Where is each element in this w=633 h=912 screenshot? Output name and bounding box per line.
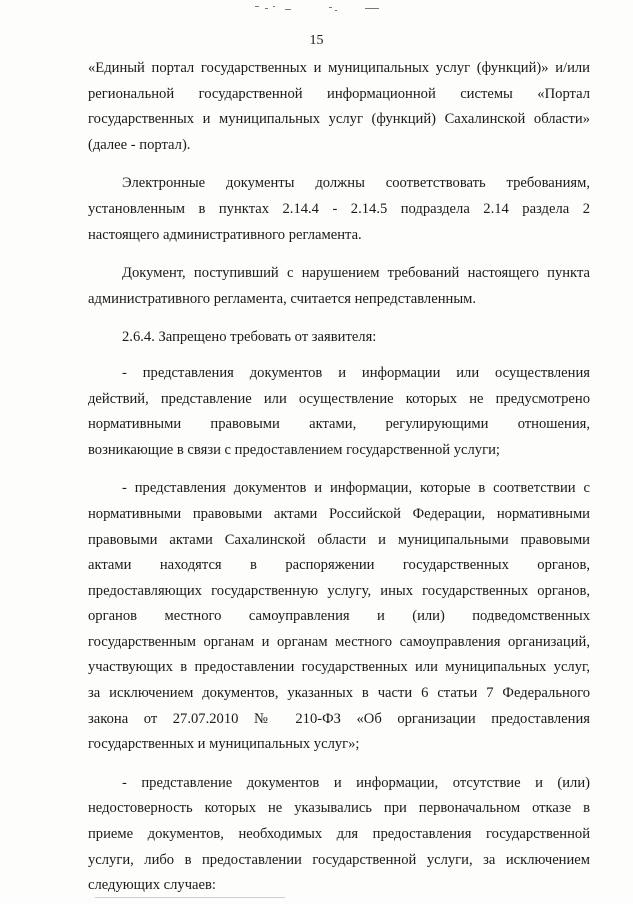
text-line: недостоверность которых не указывались при первоначальном отказе в [88,800,590,817]
text-line: административного регламента, считается непредставленным. [88,290,477,307]
paragraph-electronic-documents [88,171,590,248]
text-line: государственным органам и органам местного самоуправления организаций, [88,633,590,650]
paragraph-portal [88,56,590,158]
text-line: Электронные документы должны соответствовать требованиям, [122,175,590,192]
text-line: нормативными правовыми актами, регулирующими отношения, [88,416,590,433]
text-line: действий, представление или осуществление которых не предусмотрено [88,390,590,407]
text-line: «Единый портал государственных и муниципальных услуг (функций)» и/или [88,60,590,76]
text-line: приеме документов, необходимых для предоставления государственной [88,826,590,843]
paragraph-prohibition-3 [88,771,590,899]
text-line: - представления документов и информации, которые в соответствии с [122,480,590,497]
text-line: установленным в пунктах 2.14.4 - 2.14.5 подраздела 2.14 раздела 2 [88,200,590,217]
text-line: за исключением документов, указанных в части 6 статьи 7 Федерального [88,685,590,702]
text-line: правовыми актами Сахалинской области и муниципальными правовыми [88,531,590,548]
paragraph-prohibition-2 [88,476,590,758]
text-line: закона от 27.07.2010 № 210-ФЗ «Об организации предоставления [88,710,590,727]
paragraph-document-violation [88,261,590,312]
text-line: нормативными правовыми актами Российской Федерации, нормативными [88,505,590,522]
document-body [88,56,590,912]
text-line: актами находятся в распоряжении государственных органов, [88,557,590,574]
text-line: настоящего административного регламента. [88,226,362,243]
paragraph-section-2-6-4 [88,325,590,351]
text-line: (далее - портал). [88,136,191,153]
text-line: следующих случаев: [88,877,216,894]
scan-artifact [255,6,385,14]
text-line: услуги, либо в предоставлении государственной услуги, за исключением [88,851,590,868]
text-line: государственных и муниципальных услуг (функций) Сахалинской области» [88,111,590,128]
text-line: возникающие в связи с предоставлением государственной услуги; [88,441,500,458]
scan-edge-artifact [95,897,285,898]
text-line: участвующих в предоставлении государственных или муниципальных услуг, [88,659,590,676]
text-line: региональной государственной информационной системы «Портал [88,85,590,102]
text-line: государственных и муниципальных услуг»; [88,736,360,753]
page-number: 15 [309,33,324,48]
paragraph-prohibition-1 [88,361,590,463]
text-line: 2.6.4. Запрещено требовать от заявителя: [122,329,377,346]
text-line: органов местного самоуправления и (или) подведомственных [88,608,590,625]
text-line: предоставляющих государственную услугу, иных государственных органов, [88,582,590,599]
text-line: - представления документов и информации или осуществления [122,364,590,381]
text-line: - представление документов и информации, отсутствие и (или) [122,774,590,791]
text-line: Документ, поступивший с нарушением требований настоящего пункта [122,265,590,282]
